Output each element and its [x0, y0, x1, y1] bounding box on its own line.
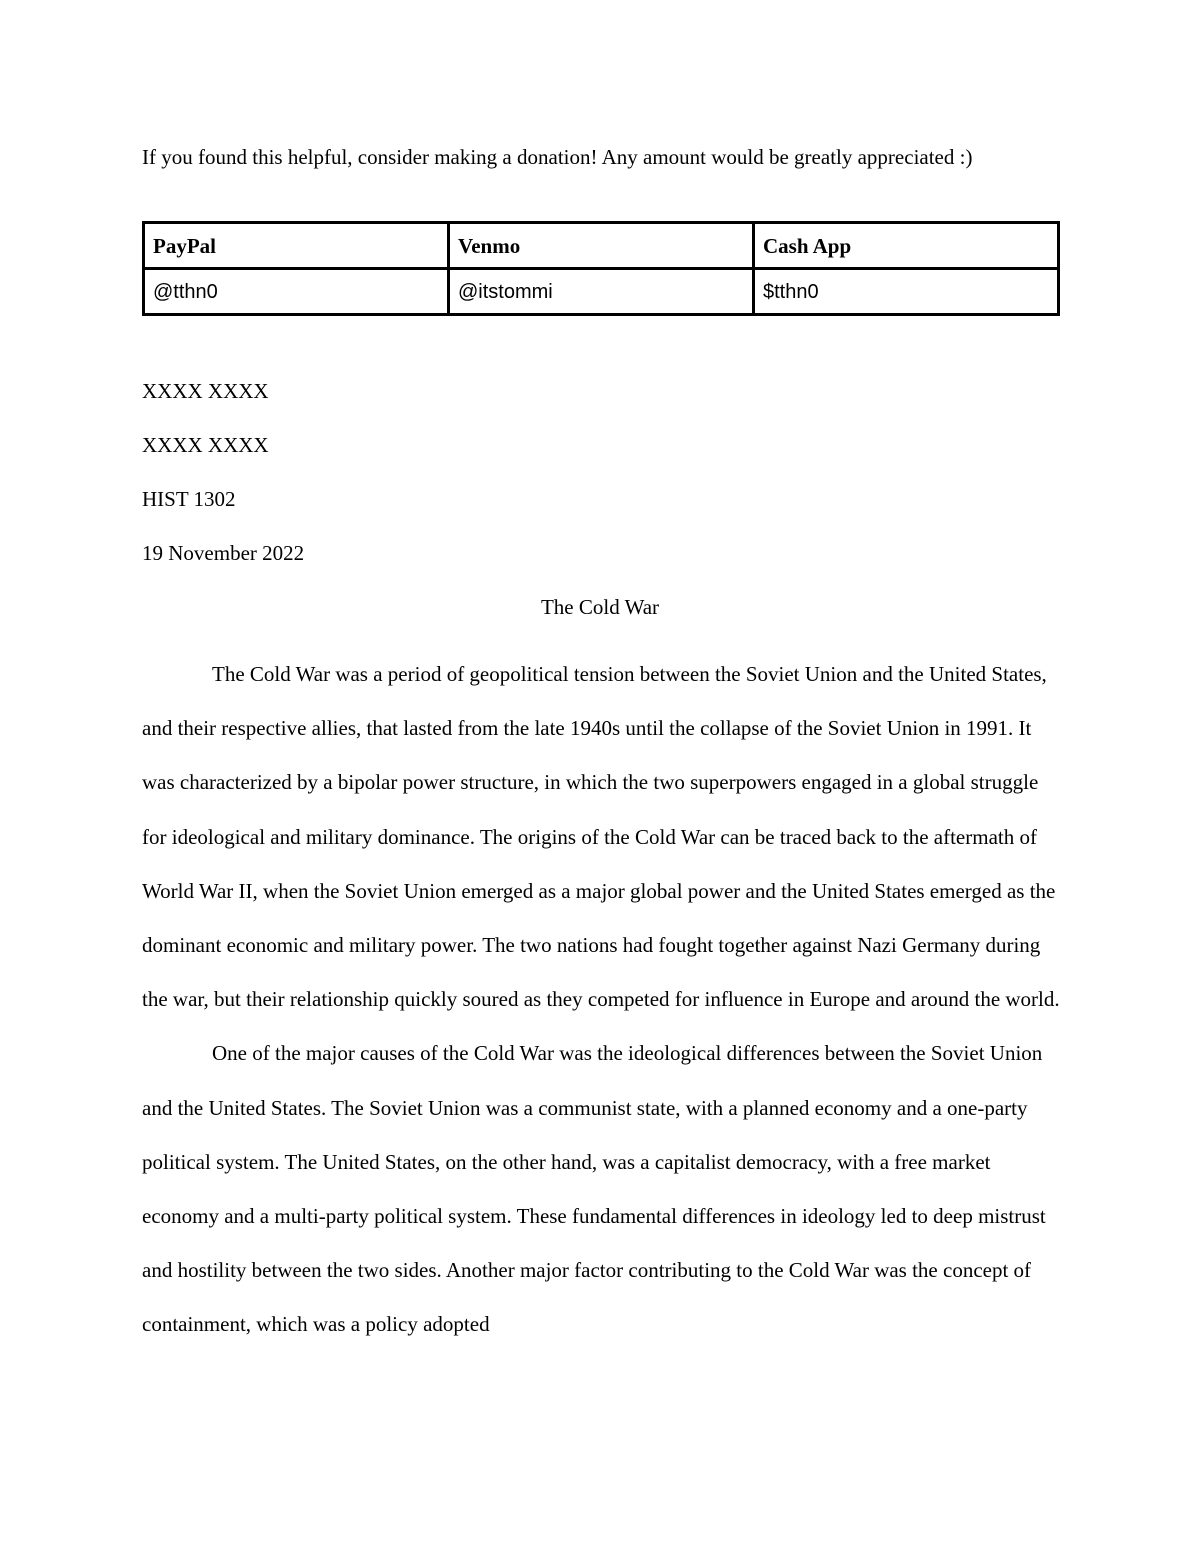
- essay-title: The Cold War: [540, 595, 660, 619]
- essay-header: [142, 377, 1062, 593]
- table-row: [144, 269, 1059, 315]
- donation-table: [142, 221, 1060, 316]
- essay-date: 19 November 2022: [142, 541, 305, 565]
- table-header-row: [144, 223, 1059, 269]
- instructor-name: XXXX XXXX: [142, 433, 269, 457]
- paragraph: The Cold War was a period of geopolitical tension between the Soviet Union and the United States, and their respective allies, that lasted from the late 1940s until the collapse of the Soviet Union in 1991. It was characterized by a bipolar power structure, in which the two superpowers engaged in a global struggle for ideological and military dominance. The origins of the Cold War can be traced back to the aftermath of World War II, when the Soviet Union emerged as a major global power and the United States emerged as the dominant economic and military power. The two nations had fought together against Nazi Germany during the war, but their relationship quickly soured as they competed for influence in Europe and around the world.: [142, 662, 1060, 1012]
- cash-app-handle: $tthn0: [754, 269, 1059, 315]
- essay-body: [142, 647, 1060, 1352]
- course-code: HIST 1302: [142, 487, 236, 511]
- student-name: XXXX XXXX: [142, 379, 269, 403]
- venmo-handle: @itstommi: [449, 269, 754, 315]
- donation-message: If you found this helpful, consider making a donation! Any amount would be greatly appreciated :): [142, 145, 973, 169]
- paypal-handle: @tthn0: [144, 269, 449, 315]
- header-paypal: PayPal: [144, 223, 449, 269]
- paragraph: One of the major causes of the Cold War was the ideological differences between the Soviet Union and the United States. The Soviet Union was a communist state, with a planned economy and a one-party political system. The United States, on the other hand, was a capitalist democracy, with a free market economy and a multi-party political system. These fundamental differences in ideology led to deep mistrust and hostility between the two sides. Another major factor contributing to the Cold War was the concept of containment, which was a policy adopted: [142, 1041, 1046, 1337]
- header-venmo: Venmo: [449, 223, 754, 269]
- header-cash-app: Cash App: [754, 223, 1059, 269]
